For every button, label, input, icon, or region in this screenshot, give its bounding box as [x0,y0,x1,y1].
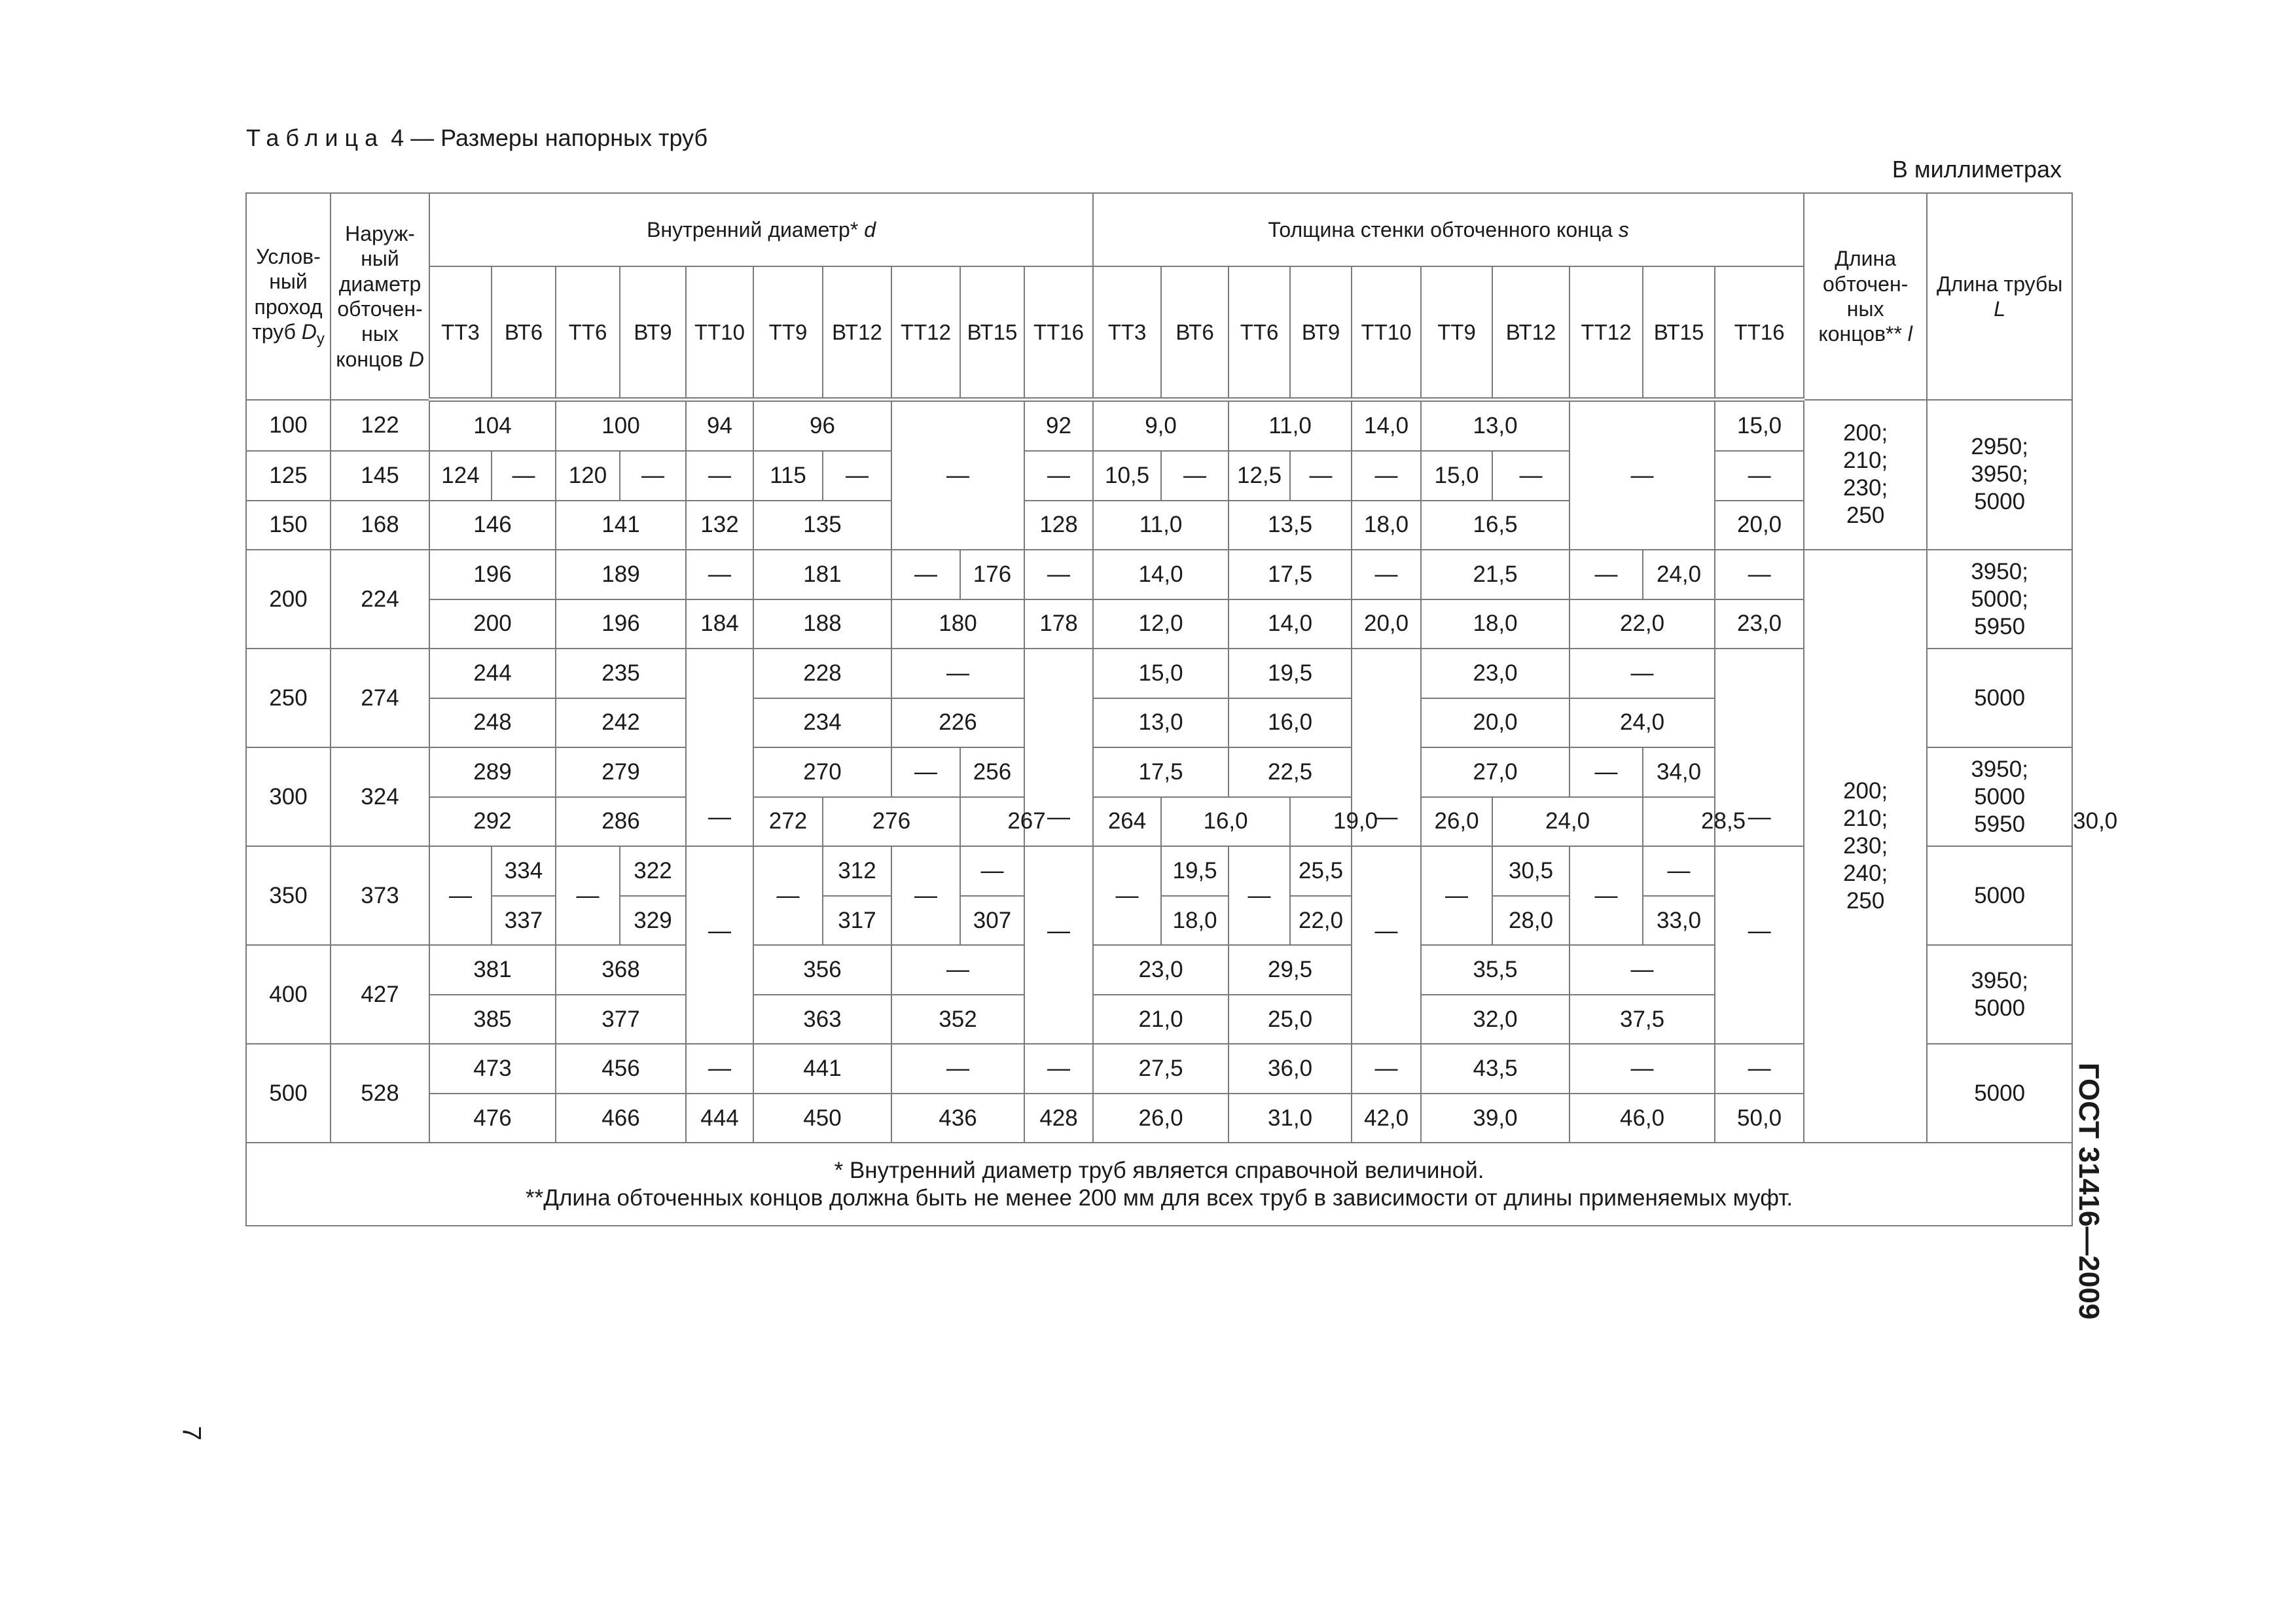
table-cell: 200; 210; 230; 240; 250 [1804,550,1927,1143]
table-cell: 180 [891,599,1024,649]
class-header: ВТ6 [1161,266,1229,400]
table-cell: 122 [331,400,429,451]
table-cell: 428 [1024,1094,1093,1143]
table-cell: — [1643,846,1715,896]
table-cell: 125 [246,451,331,501]
table-cell: — [1570,550,1643,599]
table-row [246,1044,2072,1094]
table-cell: 115 [753,451,823,501]
class-header: ТТ9 [753,266,823,400]
table-cell: 500 [246,1044,331,1143]
document-code: ГОСТ 31416—2009 [2073,1062,2105,1320]
table-cell: 132 [686,501,753,550]
table-cell: 16,0 [1229,698,1352,748]
table-cell: 18,0 [1421,599,1570,649]
table-caption: Таблица 4 — Размеры напорных труб [246,124,708,151]
table-cell: 274 [331,649,429,747]
class-header: ТТ16 [1024,266,1093,400]
class-header: ТТ3 [1093,266,1161,400]
class-header: ВТ6 [492,266,556,400]
table-cell: 22,0 [1290,896,1352,946]
table-cell: 28,0 [1492,896,1570,946]
table-cell: 25,0 [1229,995,1352,1044]
table-cell: — [686,846,753,1044]
table-cell: 20,0 [1715,501,1804,550]
table-cell: 317 [823,896,891,946]
table-cell: 150 [246,501,331,550]
table-cell: — [1715,451,1804,501]
table-cell: 3950; 5000; 5950 [1927,550,2072,649]
table-cell: — [429,846,492,945]
table-cell: 322 [620,846,686,896]
table-cell: 270 [753,747,891,797]
table-cell: 19,5 [1161,846,1229,896]
table-cell: 312 [823,846,891,896]
table-cell: 226 [891,698,1024,748]
table-cell: 94 [686,400,753,451]
table-cell: 24,0 [1492,797,1643,847]
table-cell: — [1290,451,1352,501]
table-cell: 456 [556,1044,686,1094]
table-cell: 12,0 [1093,599,1229,649]
table-cell: 300 [246,747,331,846]
table-cell: 13,0 [1093,698,1229,748]
table-cell: 27,0 [1421,747,1570,797]
table-cell: 19,5 [1229,649,1352,698]
table-cell: 22,0 [1570,599,1715,649]
table-cell: 337 [492,896,556,946]
table-cell: 50,0 [1715,1094,1804,1143]
class-header: ВТ15 [960,266,1024,400]
table-cell: — [753,846,823,945]
table-cell: 124 [429,451,492,501]
table-cell: 176 [960,550,1024,599]
table-cell: — [1570,400,1715,550]
table-cell: — [1024,1044,1093,1094]
table-cell: 33,0 [1643,896,1715,946]
table-cell: 385 [429,995,556,1044]
header-nominal-bore: Услов- ный проход труб $D_у$ [246,193,331,400]
table-cell: 188 [753,599,891,649]
table-cell: 427 [331,945,429,1044]
table-row: 292 286 272 276 267 264 16,0 19,0 26,0 24,0 28,5 30,0 [246,797,2072,847]
table-cell: — [1024,451,1093,501]
table-cell: 184 [686,599,753,649]
table-cell: 34,0 [1643,747,1715,797]
table-cell: 168 [331,501,429,550]
table-cell: — [1570,747,1643,797]
table-cell: 307 [960,896,1024,946]
table-cell: 196 [429,550,556,599]
table-cell: — [1570,649,1715,698]
table-cell: 22,5 [1229,747,1352,797]
table-row [246,550,2072,599]
class-header: ТТ6 [556,266,620,400]
table-cell: 200 [246,550,331,649]
table-cell: — [891,1044,1024,1094]
table-cell: 46,0 [1570,1094,1715,1143]
table-cell: 242 [556,698,686,748]
table-cell: 14,0 [1093,550,1229,599]
table-cell: 17,5 [1229,550,1352,599]
table-cell: 26,0 [1093,1094,1229,1143]
table-cell: 381 [429,945,556,995]
table-cell: 35,5 [1421,945,1570,995]
table-cell: — [1570,1044,1715,1094]
table-cell: 25,5 [1290,846,1352,896]
table-cell: — [1352,451,1421,501]
class-header: ТТ9 [1421,266,1492,400]
table-cell: 189 [556,550,686,599]
table-row [246,846,2072,896]
table-cell: 11,0 [1229,400,1352,451]
table-cell: — [823,451,891,501]
table-cell: — [1093,846,1161,945]
class-header: ТТ10 [686,266,753,400]
footnote: * Внутренний диаметр труб является справочной величиной. [834,1157,1484,1183]
class-header: ВТ9 [1290,266,1352,400]
table-cell: 234 [753,698,891,748]
table-cell: — [1352,1044,1421,1094]
table-cell: 178 [1024,599,1093,649]
table-cell: 200 [429,599,556,649]
table-cell: — [1229,846,1290,945]
table-cell: 528 [331,1044,429,1143]
table-cell: 23,0 [1715,599,1804,649]
table-cell: 248 [429,698,556,748]
table-cell: 441 [753,1044,891,1094]
table-cell: 39,0 [1421,1094,1570,1143]
table-cell: 18,0 [1161,896,1229,946]
table-cell: 17,5 [1093,747,1229,797]
table-cell: — [620,451,686,501]
table-cell: 28,5 [1643,797,1804,847]
table-cell: 200; 210; 230; 250 [1804,400,1927,550]
table-cell: 43,5 [1421,1044,1570,1094]
table-cell: 16,5 [1421,501,1570,550]
table-cell: — [891,400,1024,550]
table-row [246,501,2072,550]
table-cell: 181 [753,550,891,599]
table-cell: — [1715,550,1804,599]
class-header: ТТ6 [1229,266,1290,400]
page-number: 7 [177,1425,206,1441]
table-cell: 324 [331,747,429,846]
table-cell: 128 [1024,501,1093,550]
table-cell: 3950; 5000 [1927,945,2072,1044]
table-cell: 368 [556,945,686,995]
table-cell: 120 [556,451,620,501]
table-cell: 13,5 [1229,501,1352,550]
table-footnotes [246,1143,2072,1226]
table-cell: 292 [429,797,556,847]
table-cell: 15,0 [1715,400,1804,451]
table-cell: — [891,747,960,797]
table-cell: 279 [556,747,686,797]
table-cell: 23,0 [1093,945,1229,995]
table-cell: — [1161,451,1229,501]
table-cell: 92 [1024,400,1093,451]
table-cell: 21,0 [1093,995,1229,1044]
table-row [246,1094,2072,1143]
table-cell: — [686,649,753,846]
table-cell: — [686,451,753,501]
table-cell: 329 [620,896,686,946]
table-cell: 264 [1093,797,1161,847]
table-cell: 5000 [1927,649,2072,747]
table-cell: 26,0 [1421,797,1492,847]
table-cell: 135 [753,501,891,550]
table-cell: 276 [823,797,960,847]
table-cell: 334 [492,846,556,896]
table-cell: 466 [556,1094,686,1143]
table-cell: 96 [753,400,891,451]
table-cell: 2950; 3950; 5000 [1927,400,2072,550]
table-cell: — [960,846,1024,896]
table-cell: 377 [556,995,686,1044]
table-cell: — [891,846,960,945]
table-cell: 100 [246,400,331,451]
class-header: ТТ12 [891,266,960,400]
class-header: ТТ10 [1352,266,1421,400]
table-cell: — [556,846,620,945]
table-cell: — [1715,846,1804,1044]
table-cell: — [1570,846,1643,945]
table-cell: 141 [556,501,686,550]
table-cell: 27,5 [1093,1044,1229,1094]
table-cell: 373 [331,846,429,945]
table-row [246,649,2072,698]
table-cell: 23,0 [1421,649,1570,698]
table-cell: 356 [753,945,891,995]
table-cell: 24,0 [1643,550,1715,599]
table-cell: 36,0 [1229,1044,1352,1094]
table-cell: 30,5 [1492,846,1570,896]
table-cell: 31,0 [1229,1094,1352,1143]
class-header: ВТ15 [1643,266,1715,400]
table-cell: 5000 [1927,1044,2072,1143]
table-cell: 436 [891,1094,1024,1143]
header-inner-diameter: Внутренний диаметр* d [429,193,1093,266]
table-cell: 224 [331,550,429,649]
table-cell: — [1352,846,1421,1044]
table-cell: 289 [429,747,556,797]
table-cell: 3950; 5000 5950 [1927,747,2072,846]
table-cell: 145 [331,451,429,501]
table-cell: — [891,649,1024,698]
table-cell: — [891,945,1024,995]
table-cell: 13,0 [1421,400,1570,451]
table-cell: — [891,550,960,599]
table-cell: 473 [429,1044,556,1094]
table-cell: 363 [753,995,891,1044]
table-cell: 450 [753,1094,891,1143]
table-cell: 18,0 [1352,501,1421,550]
table-cell: 235 [556,649,686,698]
header-wall-thickness: Толщина стенки обточенного конца s [1093,193,1804,266]
table-cell: 476 [429,1094,556,1143]
table-cell: 14,0 [1229,599,1352,649]
table-cell: 400 [246,945,331,1044]
table-cell: 20,0 [1352,599,1421,649]
table-cell: 15,0 [1093,649,1229,698]
table-cell: 19,0 [1290,797,1421,847]
table-cell: 250 [246,649,331,747]
table-cell: — [1715,1044,1804,1094]
footnote: **Длина обточенных концов должна быть не менее 200 мм для всех труб в зависимости от длины применяемых муфт. [526,1185,1793,1211]
table-row [246,599,2072,649]
table-cell: — [1421,846,1492,945]
class-header: ВТ12 [823,266,891,400]
table-cell: 444 [686,1094,753,1143]
table-cell: — [1024,550,1093,599]
table-cell: 42,0 [1352,1094,1421,1143]
table-cell: 350 [246,846,331,945]
header-pipe-length: Длина трубы L [1927,193,2072,400]
class-header: ТТ3 [429,266,492,400]
table-cell: 5000 [1927,846,2072,945]
table-cell: 286 [556,797,686,847]
table-cell: — [492,451,556,501]
table-cell: 11,0 [1093,501,1229,550]
table-cell: 12,5 [1229,451,1290,501]
table-cell: 32,0 [1421,995,1570,1044]
class-header: ВТ12 [1492,266,1570,400]
table-cell: 272 [753,797,823,847]
table-cell: 196 [556,599,686,649]
class-header: ВТ9 [620,266,686,400]
header-outer-diameter: Наруж- ный диаметр обточен- ных концов D [331,193,429,400]
table-cell: 228 [753,649,891,698]
table-cell: 256 [960,747,1024,797]
table-cell: — [1492,451,1570,501]
table-cell: 352 [891,995,1024,1044]
table-cell: — [1570,945,1715,995]
table-cell: 15,0 [1421,451,1492,501]
table-cell: 16,0 [1161,797,1290,847]
table-cell: — [1352,550,1421,599]
table-cell: 14,0 [1352,400,1421,451]
table-cell: 21,5 [1421,550,1570,599]
table-cell: 104 [429,400,556,451]
class-header: ТТ12 [1570,266,1643,400]
table-cell: 100 [556,400,686,451]
table-cell: — [686,550,753,599]
table-cell: 244 [429,649,556,698]
table-cell: 9,0 [1093,400,1229,451]
header-turned-length: Длина обточен- ных концов** l [1804,193,1927,400]
units-note: В миллиметрах [1892,156,2062,183]
table-cell: 37,5 [1570,995,1715,1044]
table-cell: 20,0 [1421,698,1570,748]
table-cell: — [1715,649,1804,846]
class-header: ТТ16 [1715,266,1804,400]
table-cell: — [1024,846,1093,1044]
table-cell: — [686,1044,753,1094]
table-cell: 146 [429,501,556,550]
table-cell: — [1024,649,1093,846]
table-cell: 24,0 [1570,698,1715,748]
table-row [246,400,2072,451]
table-cell: 29,5 [1229,945,1352,995]
table-row [246,451,2072,501]
table-cell: 10,5 [1093,451,1161,501]
table-cell: 267 [960,797,1093,847]
table-cell: — [1352,649,1421,846]
